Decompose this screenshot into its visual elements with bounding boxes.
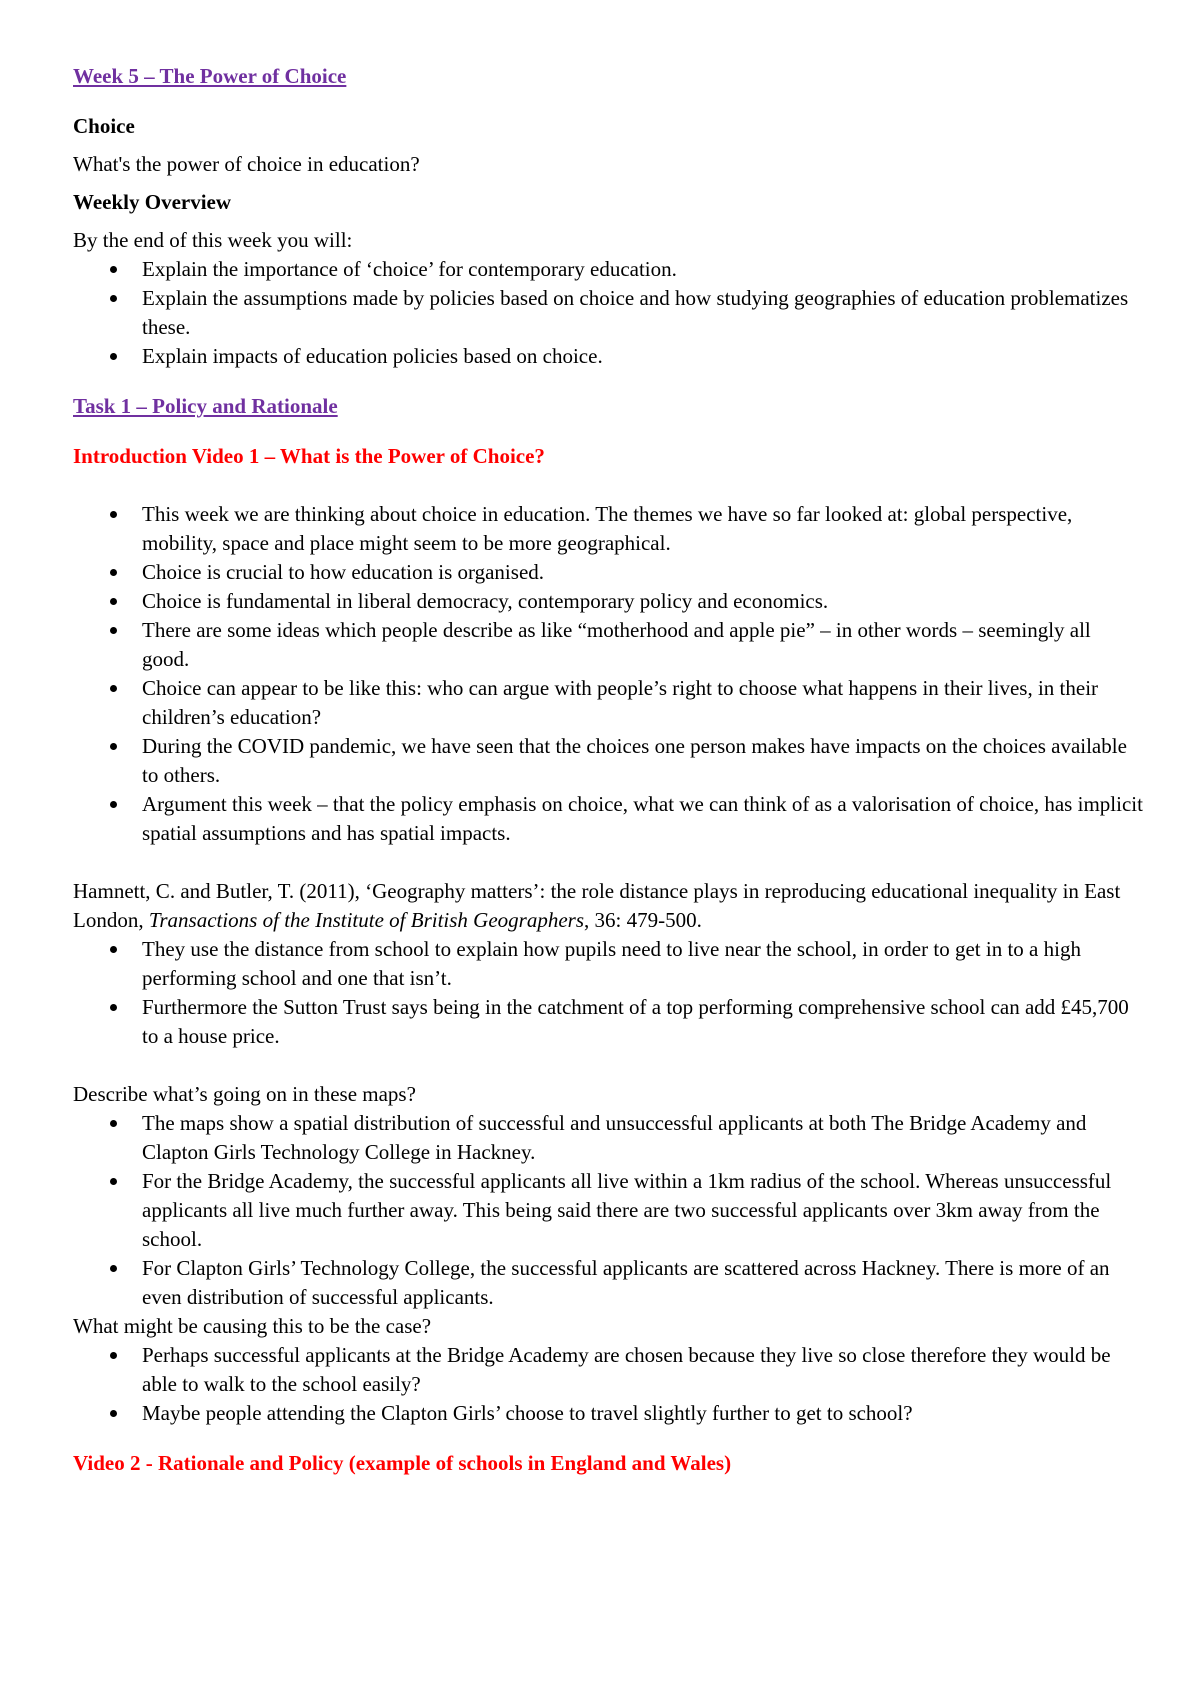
list-item: For the Bridge Academy, the successful applicants all live within a 1km radius of the school. Whereas unsuccessful applicants all live much further away. This being said there are two successful applicants over 3km away from the school.: [70, 1167, 1143, 1254]
list-item: There are some ideas which people describe as like “motherhood and apple pie” – in other words – seemingly all good.: [70, 616, 1143, 674]
reference-citation: [73, 877, 1143, 935]
list-item: Choice is crucial to how education is organised.: [70, 558, 1143, 587]
document-page: [73, 62, 1143, 1478]
list-item: Explain the importance of ‘choice’ for contemporary education.: [70, 255, 1143, 284]
maps-list: [73, 1109, 1143, 1312]
list-item: Explain the assumptions made by policies based on choice and how studying geographies of education problematizes these.: [70, 284, 1143, 342]
maps-question: Describe what’s going on in these maps?: [73, 1082, 416, 1106]
list-item: Perhaps successful applicants at the Bridge Academy are chosen because they live so close therefore they would be able to walk to the school easily?: [70, 1341, 1143, 1399]
overview-intro: By the end of this week you will:: [73, 228, 353, 252]
reference-authors: Hamnett, C. and Butler, T. (2011), ‘Geography matters’: the role distance plays in reproducing educational inequality in East London,: [73, 879, 1121, 932]
list-item: Choice is fundamental in liberal democracy, contemporary policy and economics.: [70, 587, 1143, 616]
overview-heading: Weekly Overview: [73, 190, 232, 214]
overview-list: [73, 255, 1143, 371]
reference-journal: Transactions of the Institute of British Geographers: [148, 908, 585, 932]
video2-title: Video 2 - Rationale and Policy (example of schools in England and Wales): [73, 1451, 732, 1475]
video1-list: [73, 500, 1143, 848]
reference-list: [73, 935, 1143, 1051]
list-item: Furthermore the Sutton Trust says being in the catchment of a top performing comprehensive school can add £45,700 to a house price.: [70, 993, 1143, 1051]
task1-title: Task 1 – Policy and Rationale: [73, 394, 338, 418]
cause-question: What might be causing this to be the case?: [73, 1314, 432, 1338]
video1-title: Introduction Video 1 – What is the Power of Choice?: [73, 444, 545, 468]
list-item: For Clapton Girls’ Technology College, the successful applicants are scattered across Hackney. There is more of an even distribution of successful applicants.: [70, 1254, 1143, 1312]
list-item: This week we are thinking about choice in education. The themes we have so far looked at: global perspective, mobility, space and place might seem to be more geographical.: [70, 500, 1143, 558]
list-item: They use the distance from school to explain how pupils need to live near the school, in order to get in to a high performing school and one that isn’t.: [70, 935, 1143, 993]
list-item: The maps show a spatial distribution of successful and unsuccessful applicants at both The Bridge Academy and Clapton Girls Technology College in Hackney.: [70, 1109, 1143, 1167]
choice-heading: Choice: [73, 114, 135, 138]
list-item: During the COVID pandemic, we have seen that the choices one person makes have impacts on the choices available to others.: [70, 732, 1143, 790]
list-item: Maybe people attending the Clapton Girls’ choose to travel slightly further to get to school?: [70, 1399, 1143, 1428]
list-item: Explain impacts of education policies based on choice.: [70, 342, 1143, 371]
list-item: Argument this week – that the policy emphasis on choice, what we can think of as a valorisation of choice, has implicit spatial assumptions and has spatial impacts.: [70, 790, 1143, 848]
reference-volume: , 36: 479-500.: [584, 908, 702, 932]
week-title: Week 5 – The Power of Choice: [73, 64, 347, 88]
cause-list: [73, 1341, 1143, 1428]
choice-question: What's the power of choice in education?: [73, 152, 420, 176]
list-item: Choice can appear to be like this: who can argue with people’s right to choose what happens in their lives, in their children’s education?: [70, 674, 1143, 732]
